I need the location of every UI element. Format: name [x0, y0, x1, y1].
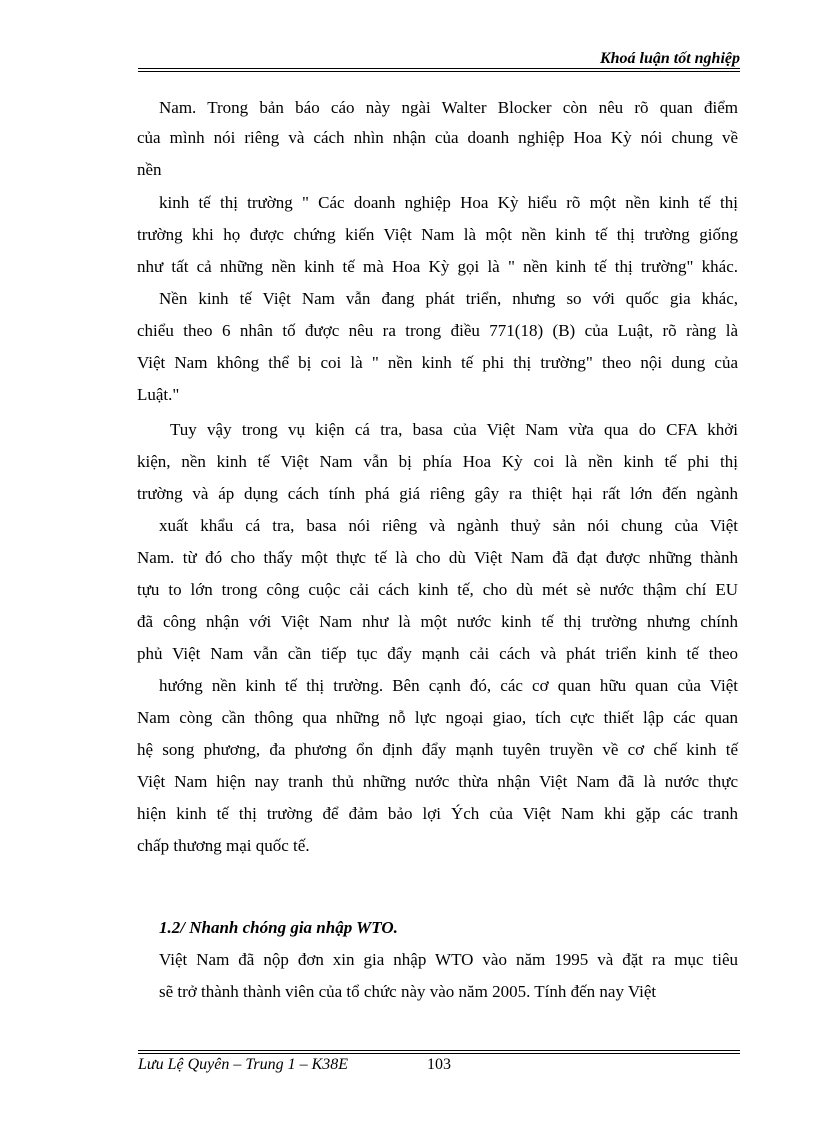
footer-rule — [138, 1053, 740, 1054]
body-text-line: Nền kinh tế Việt Nam vẫn đang phát triển, nhưng so với quốc gia khác, — [159, 289, 738, 308]
body-text-line: hệ song phương, đa phương ổn định đẩy mạnh tuyên truyền về cơ chế kinh tế — [137, 740, 738, 759]
header-rule-thin — [138, 71, 740, 72]
body-text-line: nền — [137, 160, 162, 179]
body-text-line: tựu to lớn trong công cuộc cải cách kinh tế, cho dù mét sè nước thậm chí EU — [137, 580, 738, 599]
body-text-line: hướng nền kinh tế thị trường. Bên cạnh đó, các cơ quan hữu quan của Việt — [159, 676, 738, 695]
document-header-title: Khoá luận tốt nghiệp — [599, 50, 740, 67]
body-text-line: xuất khẩu cá tra, basa nói riêng và ngành thuỷ sản nói chung của Việt — [159, 516, 738, 535]
body-text-line: chiểu theo 6 nhân tố được nêu ra trong điều 771(18) (B) của Luật, rõ ràng là — [137, 321, 738, 340]
body-text-line: chấp thương mại quốc tế. — [137, 836, 310, 855]
body-text-line: của mình nói riêng và cách nhìn nhận của doanh nghiệp Hoa Kỳ nói chung về — [137, 128, 738, 147]
section-heading: 1.2/ Nhanh chóng gia nhập WTO. — [159, 918, 398, 937]
body-text-line: như tất cả những nền kinh tế mà Hoa Kỳ gọi là " nền kinh tế thị trường" khác. — [137, 257, 738, 276]
body-text-line: Việt Nam không thể bị coi là " nền kinh tế phi thị trường" theo nội dung của — [137, 353, 738, 372]
body-text-line: Nam. từ đó cho thấy một thực tế là cho dù Việt Nam đã đạt được những thành — [137, 548, 738, 567]
body-text-line: trường khi họ được chứng kiến Việt Nam là một nền kinh tế thị trường giống — [137, 225, 738, 244]
body-text-line: phủ Việt Nam vẫn cần tiếp tục đẩy mạnh cải cách và phát triển kinh tế theo — [137, 644, 738, 663]
body-text-line: kinh tế thị trường " Các doanh nghiệp Hoa Kỳ hiểu rõ một nền kinh tế thị — [159, 193, 738, 212]
body-text-line: sẽ trở thành thành viên của tổ chức này vào năm 2005. Tính đến nay Việt — [159, 982, 657, 1001]
body-text-line: Tuy vậy trong vụ kiện cá tra, basa của Việt Nam vừa qua do CFA khởi — [170, 420, 738, 439]
body-text-line: hiện kinh tế thị trường để đảm bảo lợi Ých của Việt Nam khi gặp các tranh — [137, 804, 738, 823]
body-text-line: đã công nhận với Việt Nam như là một nước kinh tế thị trường nhưng chính — [137, 612, 738, 631]
body-text-line: Luật." — [137, 385, 180, 404]
page-number: 103 — [427, 1056, 451, 1073]
body-text-line: Nam còng cần thông qua những nỗ lực ngoại giao, tích cực thiết lập các quan — [137, 708, 738, 727]
body-text-line: kiện, nền kinh tế Việt Nam vẫn bị phía Hoa Kỳ coi là nền kinh tế phi thị — [137, 452, 738, 471]
header-rule — [138, 68, 740, 69]
body-text-line: trường và áp dụng cách tính phá giá riêng gây ra thiệt hại rất lớn đến ngành — [137, 484, 738, 503]
body-text-line: Nam. Trong bản báo cáo này ngài Walter Blocker còn nêu rõ quan điểm — [159, 98, 738, 117]
footer-rule-thin — [138, 1050, 740, 1051]
footer-author: Lưu Lệ Quyên – Trung 1 – K38E — [138, 1056, 349, 1073]
body-text-line: Việt Nam hiện nay tranh thủ những nước thừa nhận Việt Nam đã là nước thực — [137, 772, 738, 791]
body-text-line: Việt Nam đã nộp đơn xin gia nhập WTO vào năm 1995 và đặt ra mục tiêu — [159, 950, 738, 969]
